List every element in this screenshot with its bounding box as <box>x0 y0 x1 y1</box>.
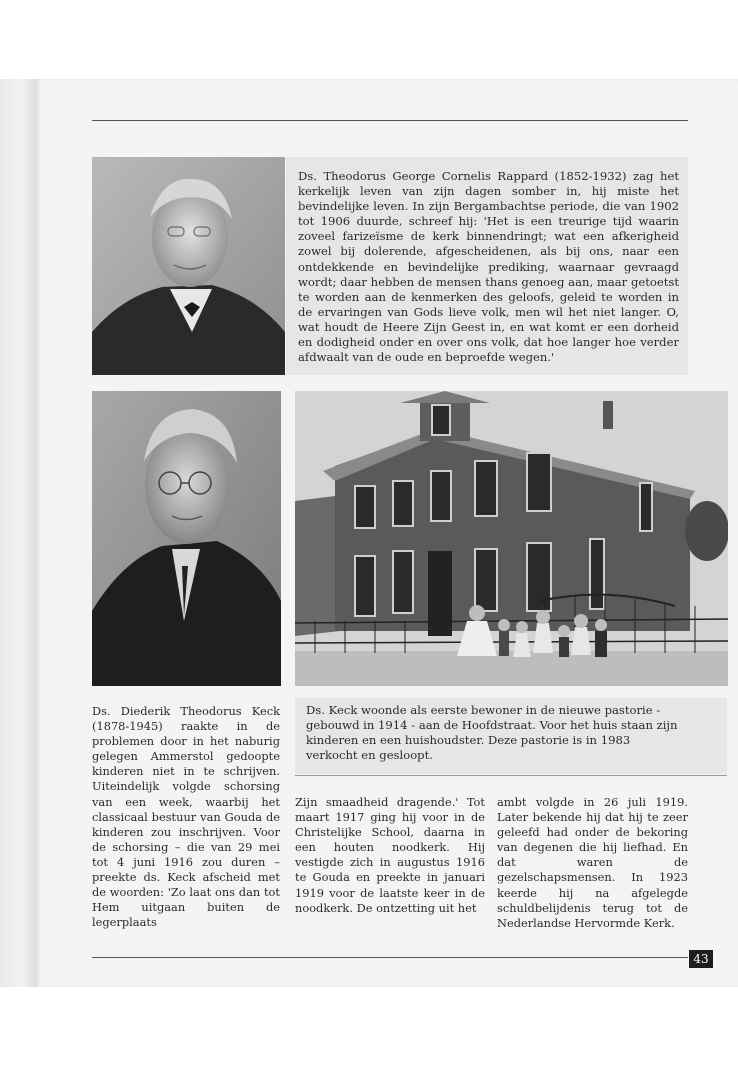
top-rule <box>92 120 688 121</box>
text-column-1: Ds. Diederik Theodorus Keck (1878-1945) raakte in de problemen door in het naburig gelegen Ammerstol gedoopte kinderen niet in te schrijven. Uiteindelijk volgde schorsing van een week, waarbij het classicaal bestuur van Gouda de kinderen zou inschrijven. Voor de schorsing – die van 29 mei tot 4 juni 1916 zou duren – preekte ds. Keck afscheid met de woorden: 'Zo laat ons dan tot Hem uitgaan buiten de legerplaats <box>92 704 280 930</box>
caption-rappard: Ds. Theodorus George Cornelis Rappard (1852-1932) zag het kerkelijk leven van zijn dagen somber in, hij miste het bevindelijke leven. In zijn Bergambachtse periode, die van 1902 tot 1906 duurde, schreef hij: 'Het is een treurige tijd waarin zoveel farizeïsme de kerk binnendringt; wat een afkerigheid zowel bij dolerende, afgescheidenen, als bij ons, naar een ontdekkende en bevindelijke prediking, waarnaar gevraagd wordt; daar hebben de mensen thans genoeg aan, maar getoetst te worden aan de kenmerken des geloofs, geleid te worden in de ervaringen van Gods lieve volk, men wil het niet langer. O, wat houdt de Heere Zijn Geest in, en wat komt er een dorheid en dodigheid onder en over ons volk, dat hoe langer hoe verder afdwaalt van de oude en beproefde wegen.' <box>298 169 679 365</box>
portrait-rappard <box>92 157 285 375</box>
portrait-keck <box>92 391 281 686</box>
caption-rule <box>295 775 727 776</box>
text-column-2: Zijn smaadheid dragende.' Tot maart 1917 ging hij voor in de Christelijke School, daarna in een houten noodkerk. Hij vestigde zich in augustus 1916 te Gouda en preekte in januari 1919 voor de laatste keer in de noodkerk. De ontzetting uit het <box>295 795 485 915</box>
page-number: 43 <box>689 950 713 968</box>
bottom-rule <box>92 957 688 958</box>
book-gutter <box>0 79 37 987</box>
photo-pastorie <box>295 391 728 686</box>
caption-pastorie: Ds. Keck woonde als eerste bewoner in de nieuwe pastorie - gebouwd in 1914 - aan de Hoofdstraat. Voor het huis staan zijn kinderen en een huishoudster. Deze pastorie is in 1983 verkocht en gesloopt. <box>306 703 678 763</box>
text-column-3: ambt volgde in 26 juli 1919. Later bekende hij dat hij te zeer geleefd had onder de bekoring van degenen die hij liefhad. En dat waren de gezelschapsmensen. In 1923 keerde hij na afgelegde schuldbelijdenis terug tot de Nederlandse Hervormde Kerk. <box>497 795 688 930</box>
